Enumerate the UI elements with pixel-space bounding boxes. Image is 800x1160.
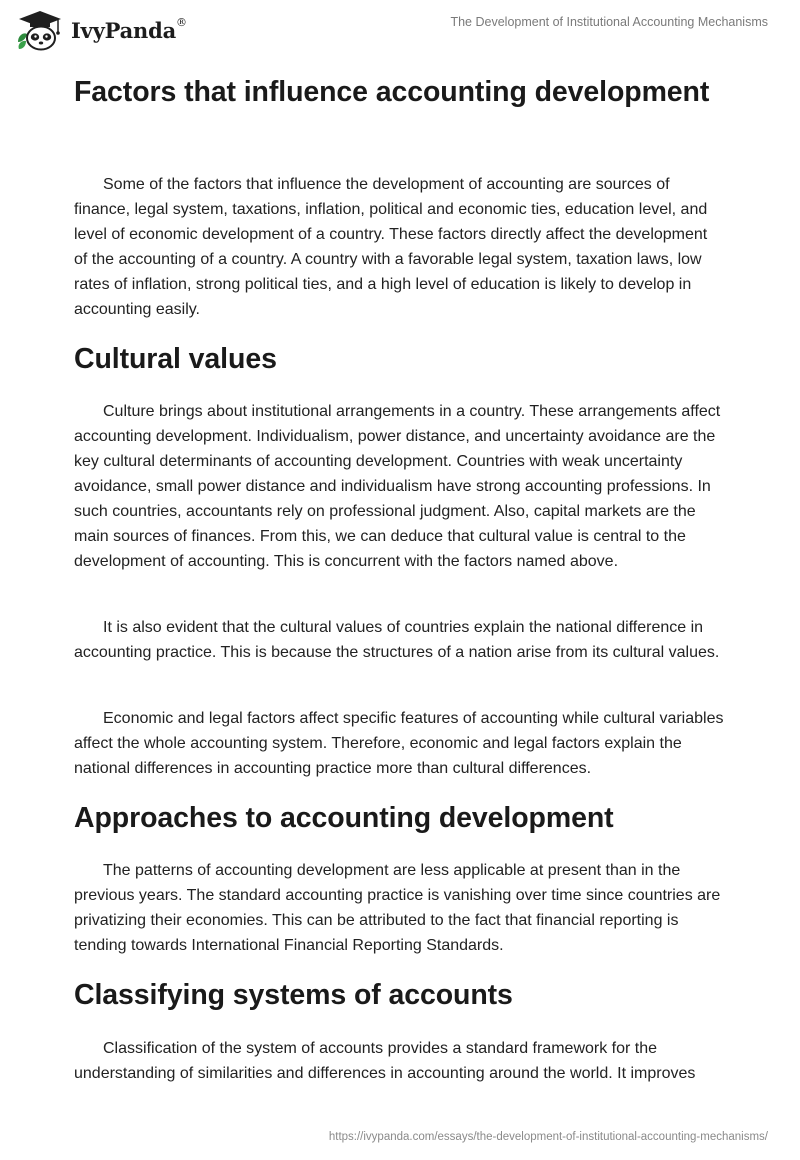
paragraph: Classification of the system of accounts provides a standard framework for the understanding of similarities and differences in accounting around the world. It improves — [74, 1040, 696, 1082]
section-heading: Cultural values — [74, 343, 277, 375]
paragraph: It is also evident that the cultural values of countries explain the national difference in accounting practice. This is because the structures of a nation arise from its cultural values. — [74, 619, 720, 661]
page-header — [0, 0, 800, 62]
brand-text: IvyPanda — [71, 17, 177, 43]
ivypanda-logo[interactable] — [14, 8, 187, 52]
paragraph: The patterns of accounting development are less applicable at present than in the previous years. The standard accounting practice is vanishing over time since countries are privatizing their economies. This can be attributed to the fact that financial reporting is tending towards International Financial Reporting Standards. — [74, 862, 721, 954]
section-heading: Factors that influence accounting development — [74, 76, 710, 108]
paragraph: Some of the factors that influence the development of accounting are sources of finance, legal system, taxations, inflation, political and economic ties, education level, and level of economic development of a country. These factors directly affect the development of the accounting of a country. A country with a favorable legal system, taxation laws, low rates of inflation, strong political ties, and a high level of education is likely to develop in accounting easily. — [74, 176, 708, 318]
source-url[interactable]: https://ivypanda.com/essays/the-development-of-institutional-accounting-mechanisms/ — [328, 1131, 768, 1143]
paragraph: Culture brings about institutional arrangements in a country. These arrangements affect accounting development. Individualism, power distance, and uncertainty avoidance are the key cultural determinants of accounting development. Countries with weak uncertainty avoidance, small power distance and individualism have strong accounting professions. In such countries, accountants rely on professional judgment. Also, capital markets are the main sources of finances. From this, we can deduce that cultural value is central to the development of accounting. This is concurrent with the factors named above. — [74, 403, 721, 570]
registered-mark: ® — [176, 15, 187, 29]
paragraph: Economic and legal factors affect specific features of accounting while cultural variables affect the whole accounting system. Therefore, economic and legal factors explain the national differences in accounting practice more than cultural differences. — [74, 710, 724, 777]
document-title: The Development of Institutional Accounting Mechanisms — [450, 15, 768, 29]
section-heading: Approaches to accounting development — [74, 802, 614, 834]
brand-name — [71, 15, 187, 43]
section-heading: Classifying systems of accounts — [74, 979, 513, 1011]
panda-graduate-icon — [14, 8, 66, 52]
